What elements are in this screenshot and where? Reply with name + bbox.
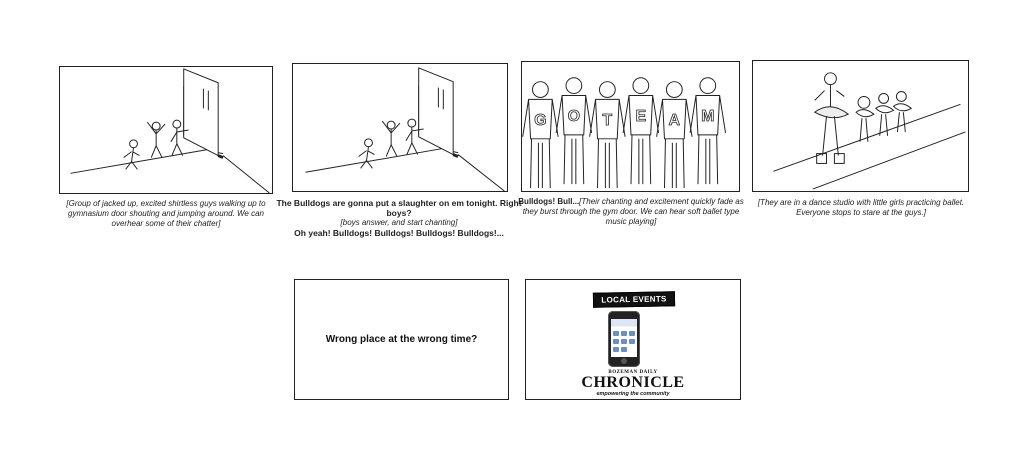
guy-figure [657,82,692,188]
newspaper-subtitle: BOZEMAN DAILY [608,370,658,375]
newspaper-tagline: empowering the community [596,391,670,397]
storyboard-panel-5-text-card [294,279,509,400]
chest-letter: T [602,112,613,130]
panel-4-action: [They are in a dance studio with little girls practicing ballet. Everyone stops to stare at the guys.] [757,198,965,217]
chest-letter: O [567,108,581,126]
local-events-badge: LOCAL EVENTS [593,291,675,307]
panel-3-text [518,197,743,226]
panel-2-dialogue-2: Oh yeah! Bulldogs! Bulldogs! Bulldogs! Bulldogs!... [294,228,504,238]
panel-3-action: [Their chanting and excitement quickly fade as they burst through the gym door. We can hear soft ballet type music playing] [522,197,744,226]
chest-letter: G [534,112,547,130]
newspaper-title: CHRONICLE [581,374,685,391]
panel-2-action: [boys answer, and start chanting] [340,218,458,227]
panel-3-caption [518,197,744,227]
phone-home-button [621,358,627,364]
guy-figure [623,78,658,184]
guy-figure [523,82,558,188]
chest-letter: A [668,112,681,130]
phone-screen [611,319,637,357]
sketch-dance-studio-ballerinas [753,61,968,191]
sketch-guys-walking-to-door [60,67,272,193]
panel-1-action: [Group of jacked up, excited shirtless guys walking up to gymnasium door shouting and jumping around. We can overhear some of their chatter] [66,199,266,228]
storyboard-panel-2 [292,63,508,192]
guy-figure [690,78,725,184]
panel-4-caption [748,198,974,218]
chest-letter: E [635,108,647,126]
panel-2-caption [276,198,522,238]
chronicle-logo [526,280,740,399]
sketch-guys-go-team [522,62,739,191]
storyboard-panel-6-logo-card [525,279,741,400]
sketch-guys-shouting [293,64,507,191]
smartphone-icon [608,311,640,367]
storyboard-panel-4 [752,60,969,192]
guy-figure [590,82,625,188]
panel-2-dialogue-1: The Bulldogs are gonna put a slaughter on em tonight. Right boys? [276,198,522,218]
tagline-question: Wrong place at the wrong time? [325,334,478,345]
storyboard-panel-3 [521,61,740,192]
panel-3-dialogue: Bulldogs! Bull... [518,197,580,206]
guy-figure [556,78,591,184]
panel-1-caption [56,199,276,229]
chest-letter: M [701,108,715,126]
storyboard-panel-1 [59,66,273,194]
